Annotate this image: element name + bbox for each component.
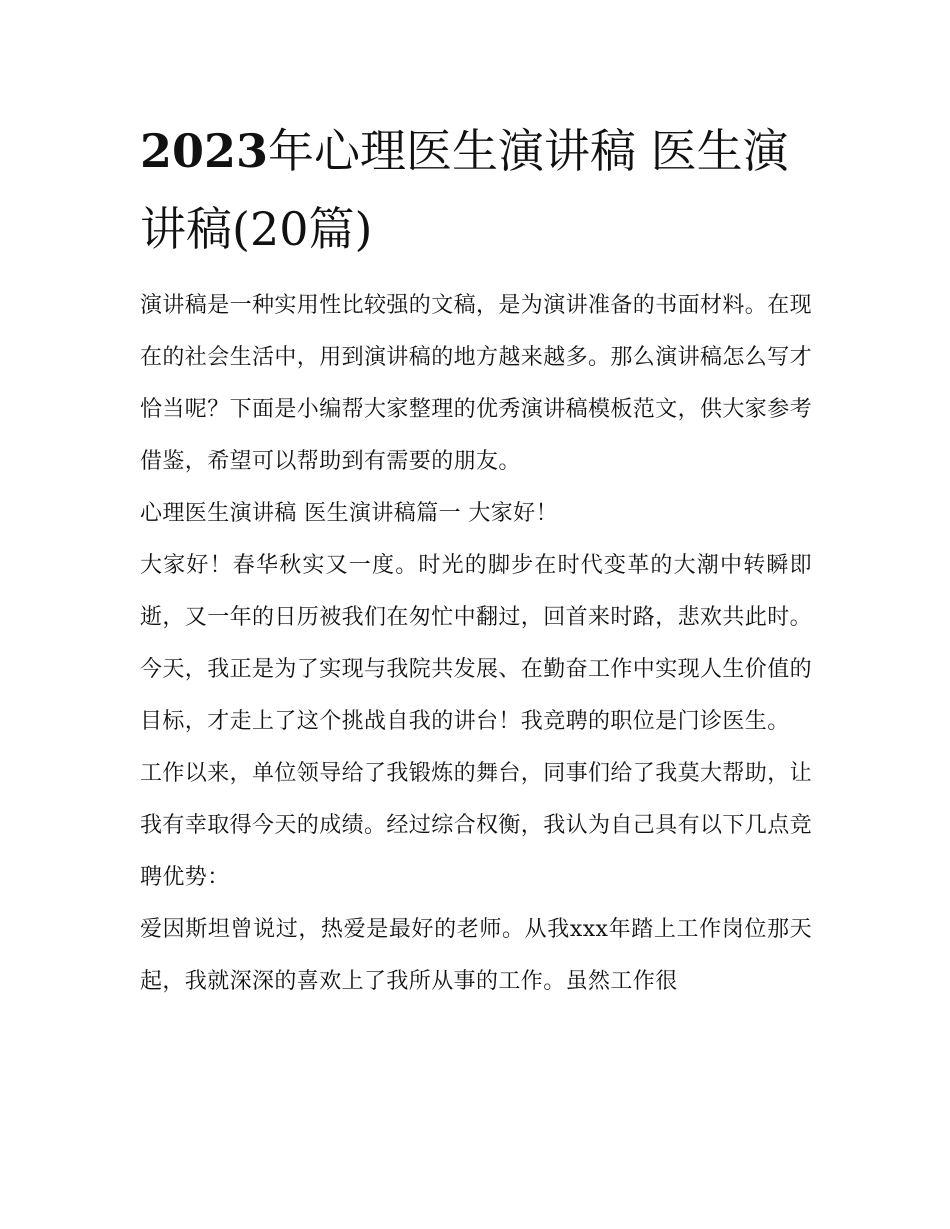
document-title: 2023年心理医生演讲稿 医生演讲稿(20篇) — [140, 124, 789, 256]
paragraph-greeting: 大家好！春华秋实又一度。时光的脚步在时代变革的大潮中转瞬即逝，又一年的日历被我们在匆忙中翻过，回首来时路，悲欢共此时。 — [140, 553, 813, 630]
paragraph-goal: 今天，我正是为了实现与我院共发展、在勤奋工作中实现人生价值的目标，才走上了这个挑战自我的讲台！我竞聘的职位是门诊医生。 — [140, 657, 813, 734]
paragraph-passion: 爱因斯坦曾说过，热爱是最好的老师。从我xxx年踏上工作岗位那天起，我就深深的喜欢上了我所从事的工作。虽然工作很 — [140, 917, 812, 994]
title-year: 2023 — [140, 124, 269, 178]
paragraph-advantages: 工作以来，单位领导给了我锻炼的舞台，同事们给了我莫大帮助，让我有幸取得今天的成绩。经过综合权衡，我认为自己具有以下几点竞聘优势： — [140, 761, 813, 890]
paragraph-section-heading: 心理医生演讲稿 医生演讲稿篇一 大家好！ — [140, 501, 558, 526]
document-body — [140, 112, 812, 1008]
paragraph-intro: 演讲稿是一种实用性比较强的文稿，是为演讲准备的书面材料。在现在的社会生活中，用到演讲稿的地方越来越多。那么演讲稿怎么写才恰当呢？下面是小编帮大家整理的优秀演讲稿模板范文，供大家参考借鉴，希望可以帮助到有需要的朋友。 — [140, 293, 813, 474]
